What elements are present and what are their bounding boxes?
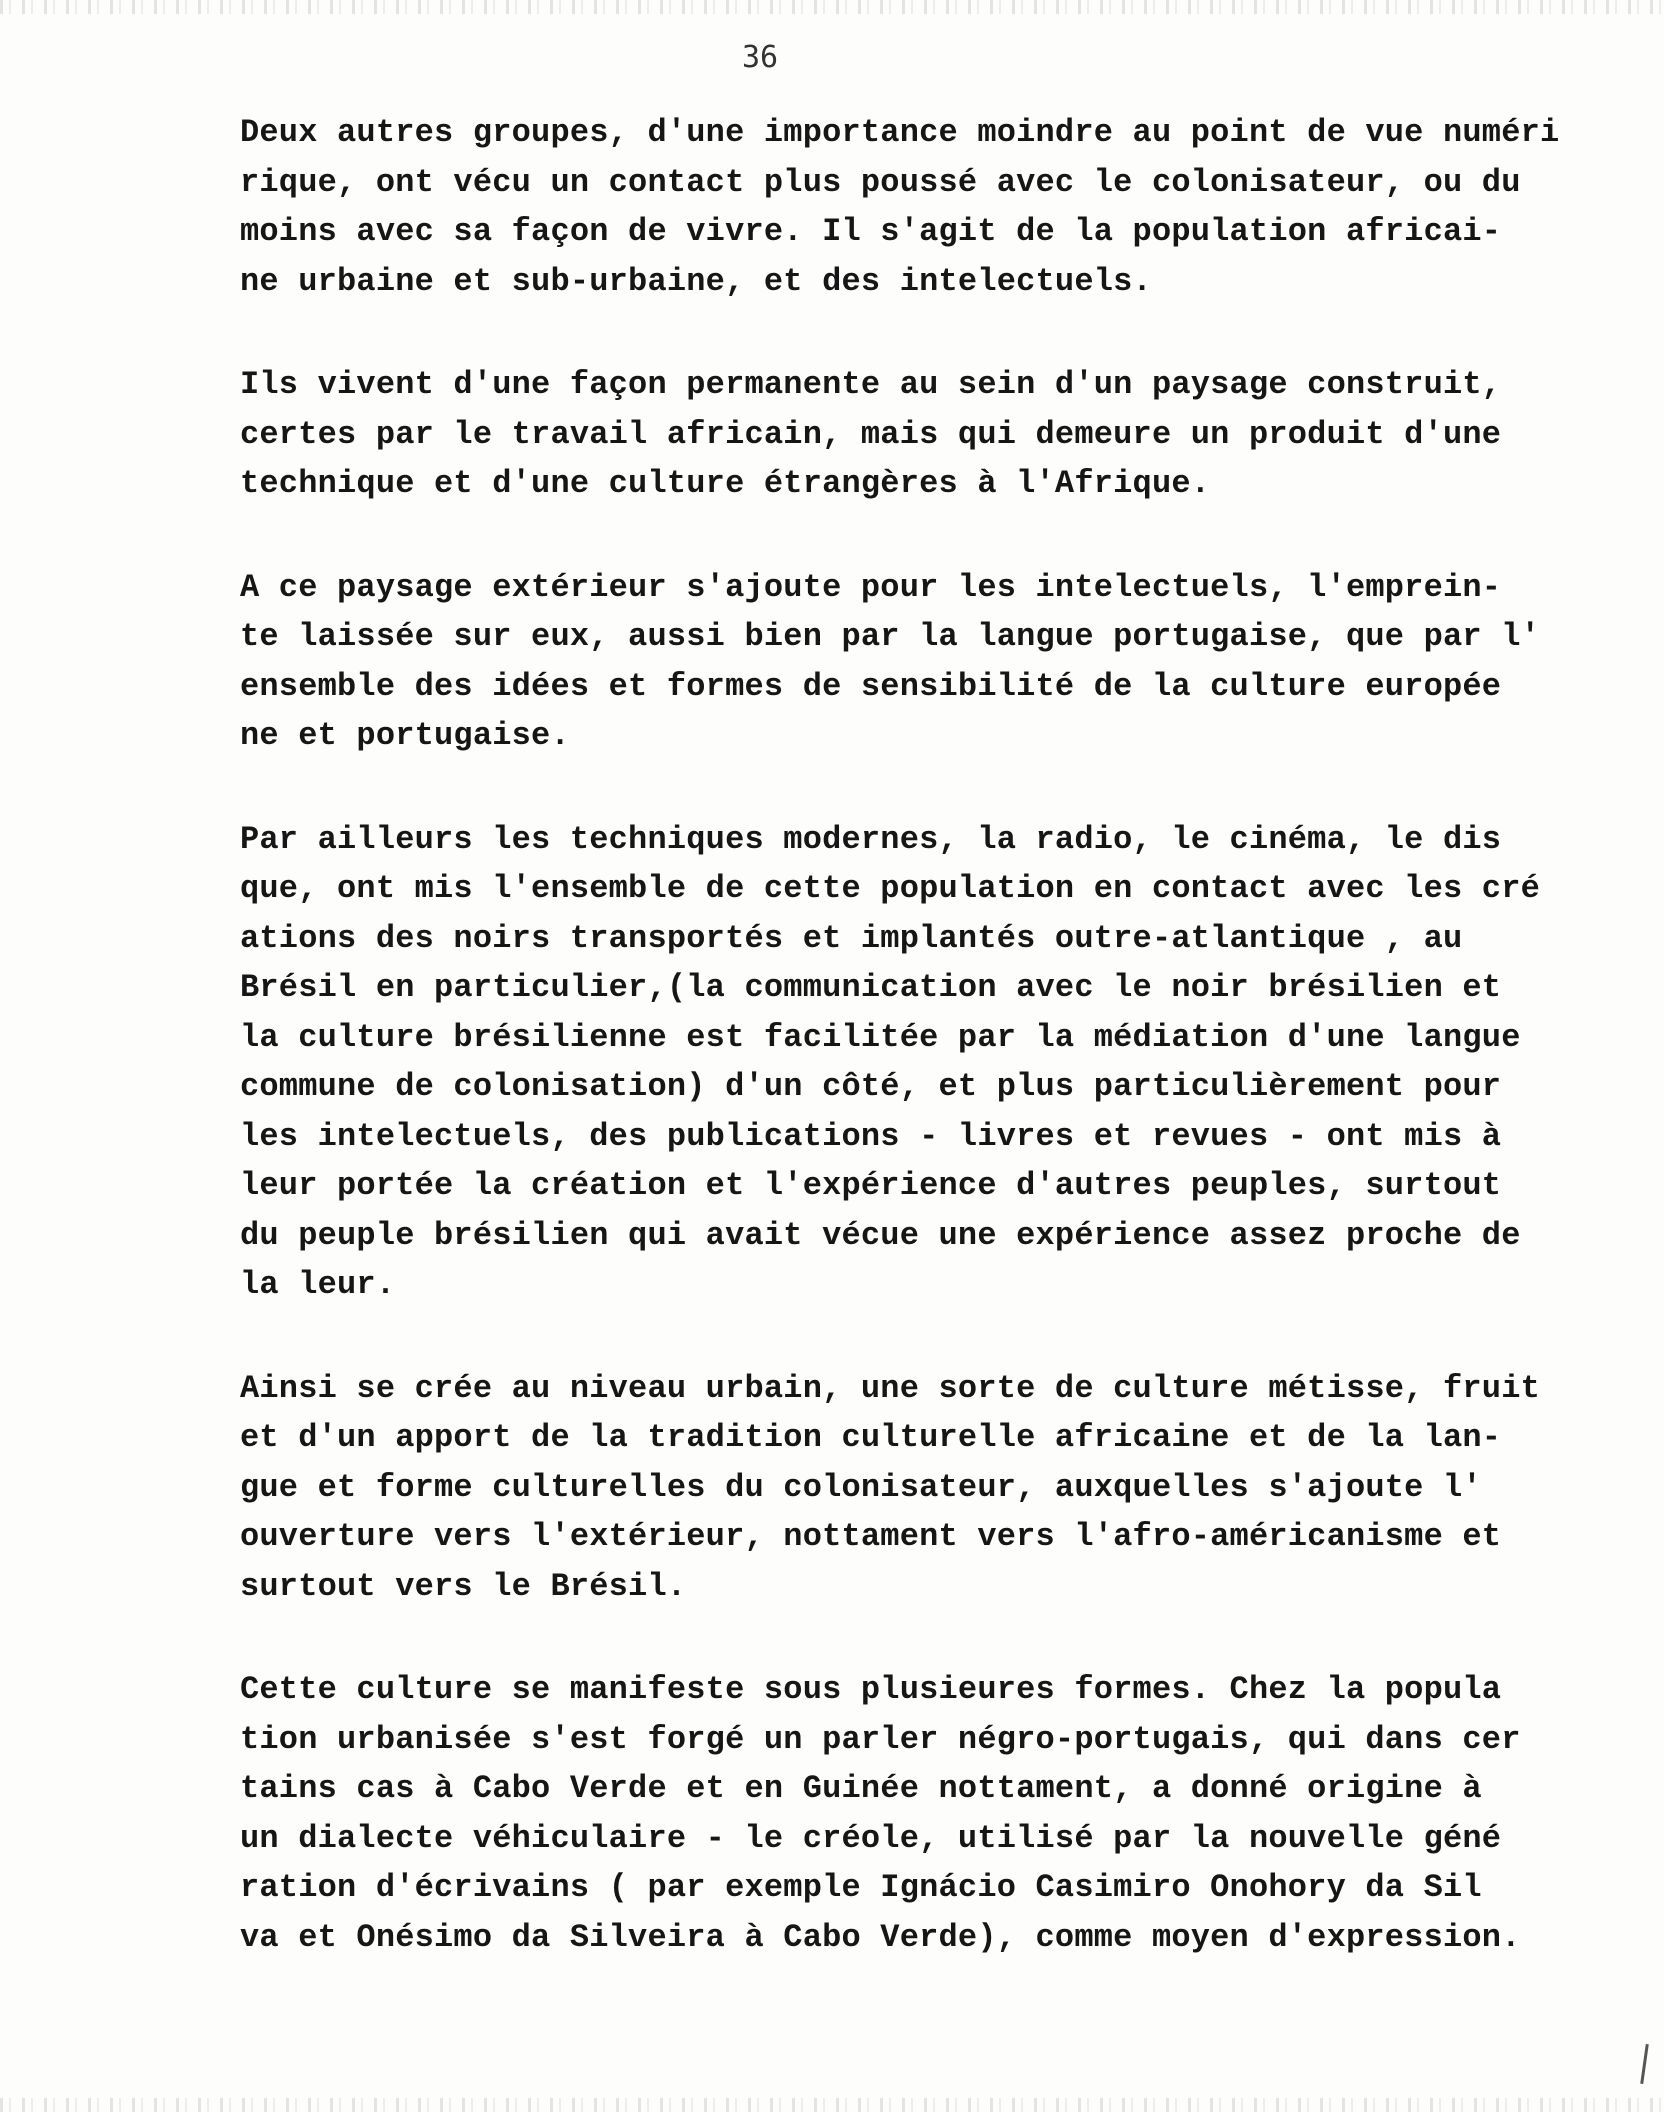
text-line: ration d'écrivains ( par exemple Ignácio Casimiro Onohory da Sil (240, 1869, 1482, 1906)
scan-mark (1640, 2044, 1649, 2084)
text-line: tains cas à Cabo Verde et en Guinée nottament, a donné origine à (240, 1770, 1482, 1807)
page-number: 36 (741, 40, 779, 75)
text-line: un dialecte véhiculaire - le créole, utilisé par la nouvelle géné (240, 1819, 1502, 1857)
paragraph-5 (240, 1364, 1620, 1612)
text-line: va et Onésimo da Silveira à Cabo Verde), comme moyen d'expression. (240, 1918, 1521, 1956)
text-line: ouverture vers l'extérieur, nottament vers l'afro-américanisme et (240, 1518, 1502, 1555)
text-line: certes par le travail africain, mais qui demeure un produit d'une (240, 415, 1502, 453)
text-line: tion urbanisée s'est forgé un parler négro-portugais, qui dans cer (240, 1720, 1521, 1758)
text-line: gue et forme culturelles du colonisateur, auxquelles s'ajoute l' (240, 1468, 1482, 1506)
text-line: Par ailleurs les techniques modernes, la radio, le cinéma, le dis (240, 820, 1502, 858)
text-line: Ils vivent d'une façon permanente au sein d'un paysage construit, (240, 366, 1502, 403)
text-line: technique et d'une culture étrangères à l'Afrique. (240, 465, 1211, 502)
text-line: ensemble des idées et formes de sensibilité de la culture europée (240, 667, 1502, 705)
text-line: et d'un apport de la tradition culturelle africaine et de la lan- (240, 1419, 1502, 1456)
text-line: te laissée sur eux, aussi bien par la langue portugaise, que par l' (240, 618, 1541, 655)
text-line: la leur. (240, 1266, 396, 1303)
text-line: ations des noirs transportés et implantés outre-atlantique , au (240, 919, 1463, 957)
text-line: Deux autres groupes, d'une importance moindre au point de vue numéri (240, 114, 1560, 151)
text-line: les intelectuels, des publications - livres et revues - ont mis à (240, 1117, 1502, 1155)
text-line: Ainsi se crée au niveau urbain, une sorte de culture métisse, fruit (240, 1369, 1541, 1407)
text-line: du peuple brésilien qui avait vécue une expérience assez proche de (240, 1216, 1521, 1254)
paragraph-2 (240, 360, 1620, 509)
text-line: que, ont mis l'ensemble de cette population en contact avec les cré (240, 870, 1541, 907)
text-line: Cette culture se manifeste sous plusieures formes. Chez la popula (240, 1671, 1502, 1708)
text-line: A ce paysage extérieur s'ajoute pour les intelectuels, l'emprein- (240, 568, 1502, 606)
paragraph-3 (240, 563, 1620, 761)
text-line: ne urbaine et sub-urbaine, et des intelectuels. (240, 262, 1152, 300)
paragraph-4 (240, 815, 1620, 1310)
text-line: Brésil en particulier,(la communication avec le noir brésilien et (240, 969, 1502, 1006)
paragraph-6 (240, 1665, 1620, 1962)
text-line: surtout vers le Brésil. (240, 1567, 687, 1605)
text-line: moins avec sa façon de vivre. Il s'agit de la population africai- (240, 213, 1502, 250)
text-line: ne et portugaise. (240, 717, 570, 754)
body-text (240, 108, 1620, 2016)
text-line: la culture brésilienne est facilitée par la médiation d'une langue (240, 1018, 1521, 1056)
scan-edge-top (0, 0, 1664, 14)
text-line: rique, ont vécu un contact plus poussé avec le colonisateur, ou du (240, 163, 1521, 201)
paragraph-1 (240, 108, 1620, 306)
text-line: leur portée la création et l'expérience d'autres peuples, surtout (240, 1167, 1502, 1204)
scan-edge-bottom (0, 2098, 1664, 2112)
text-line: commune de colonisation) d'un côté, et plus particulièrement pour (240, 1068, 1502, 1105)
